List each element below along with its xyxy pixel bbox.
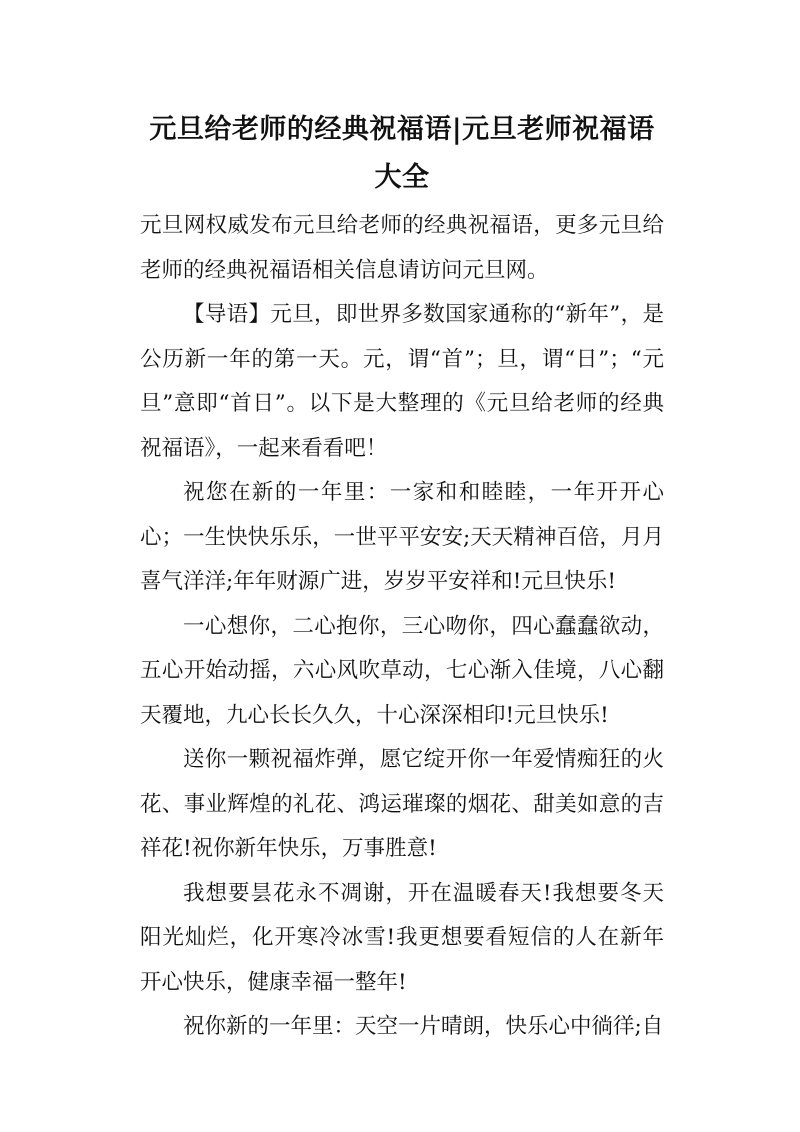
greeting-paragraph: 祝您在新的一年里：一家和和睦睦，一年开开心心；一生快快乐乐，一世平平安安;天天精神百倍，月月喜气洋洋;年年财源广进，岁岁平安祥和!元旦快乐! (140, 480, 664, 594)
greeting-paragraph: 送你一颗祝福炸弹，愿它绽开你一年爱情痴狂的火花、事业辉煌的礼花、鸿运璀璨的烟花、甜美如意的吉祥花!祝你新年快乐，万事胜意! (140, 747, 664, 861)
document-title: 元旦给老师的经典祝福语|元旦老师祝福语大全 (149, 114, 655, 193)
lead-paragraph: 【导语】元旦，即世界多数国家通称的“新年”，是公历新一年的第一天。元，谓“首”；旦，谓“日”；“元旦”意即“首日”。以下是大整理的《元旦给老师的经典祝福语》，一起来看看吧！ (140, 302, 664, 461)
greeting-paragraph: 我想要昙花永不凋谢，开在温暖春天!我想要冬天阳光灿烂，化开寒冷冰雪!我更想要看短信的人在新年开心快乐，健康幸福一整年! (140, 880, 664, 995)
intro-paragraph: 元旦网权威发布元旦给老师的经典祝福语，更多元旦给老师的经典祝福语相关信息请访问元旦网。 (140, 213, 664, 283)
greeting-paragraph: 祝你新的一年里：天空一片晴朗，快乐心中徜徉;自 (183, 1014, 664, 1039)
greeting-paragraph: 一心想你，二心抱你，三心吻你，四心蠢蠢欲动，五心开始动摇，六心风吹草动，七心渐入佳境，八心翻天覆地，九心长长久久，十心深深相印!元旦快乐! (140, 613, 664, 728)
document-body (140, 204, 664, 1050)
